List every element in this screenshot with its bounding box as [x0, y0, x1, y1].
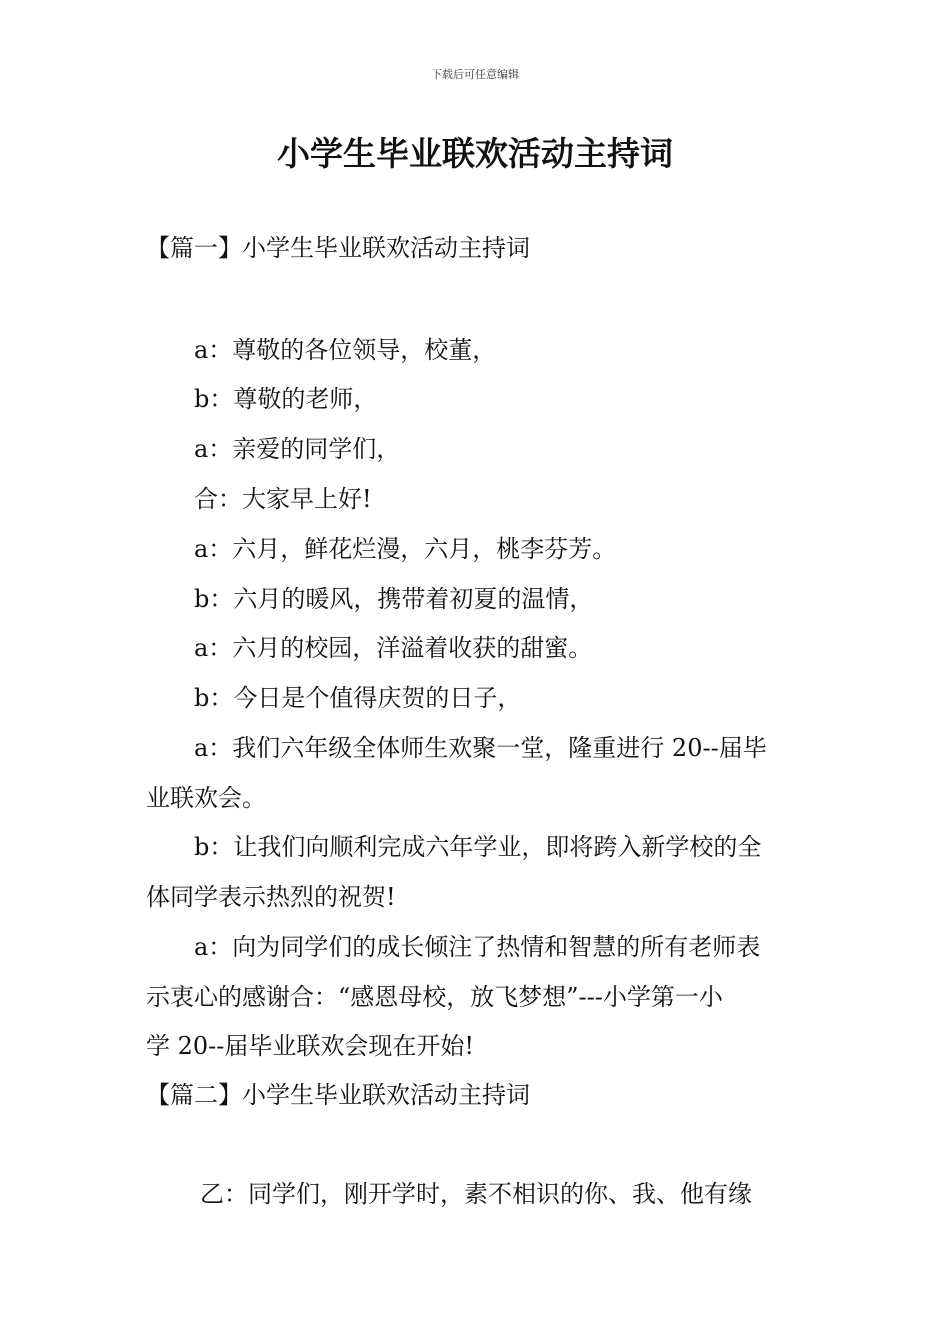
paragraph-line: 业联欢会。 [146, 784, 266, 812]
section-heading-2: 【篇二】小学生毕业联欢活动主持词 [146, 1081, 530, 1109]
paragraph-line: a：我们六年级全体师生欢聚一堂，隆重进行 20--届毕 [194, 734, 767, 762]
paragraph-line: 示衷心的感谢合：“感恩母校，放飞梦想”---小学第一小 [146, 983, 723, 1011]
paragraph-line: b：尊敬的老师， [194, 385, 378, 413]
paragraph-line: 乙：同学们，刚开学时，素不相识的你、我、他有缘 [200, 1180, 752, 1208]
paragraph-line: 学 20--届毕业联欢会现在开始! [146, 1032, 475, 1060]
paragraph-line: b：六月的暖风，携带着初夏的温情， [194, 585, 594, 613]
paragraph-line: 合：大家早上好! [194, 485, 372, 513]
section-heading-1: 【篇一】小学生毕业联欢活动主持词 [146, 234, 530, 262]
paragraph-line: a：尊敬的各位领导，校董， [194, 336, 497, 364]
paragraph-line: a：六月的校园，洋溢着收获的甜蜜。 [194, 634, 593, 662]
paragraph-line: a：亲爱的同学们， [194, 435, 401, 463]
paragraph-line: a：向为同学们的成长倾注了热情和智慧的所有老师表 [194, 933, 761, 961]
paragraph-line: b：今日是个值得庆贺的日子， [194, 684, 522, 712]
paragraph-line: 体同学表示热烈的祝贺! [146, 883, 396, 911]
header-note: 下载后可任意编辑 [431, 68, 519, 81]
paragraph-line: a：六月，鲜花烂漫，六月，桃李芬芳。 [194, 535, 617, 563]
paragraph-line: b：让我们向顺利完成六年学业，即将跨入新学校的全 [194, 833, 762, 861]
document-title: 小学生毕业联欢活动主持词 [277, 134, 673, 173]
